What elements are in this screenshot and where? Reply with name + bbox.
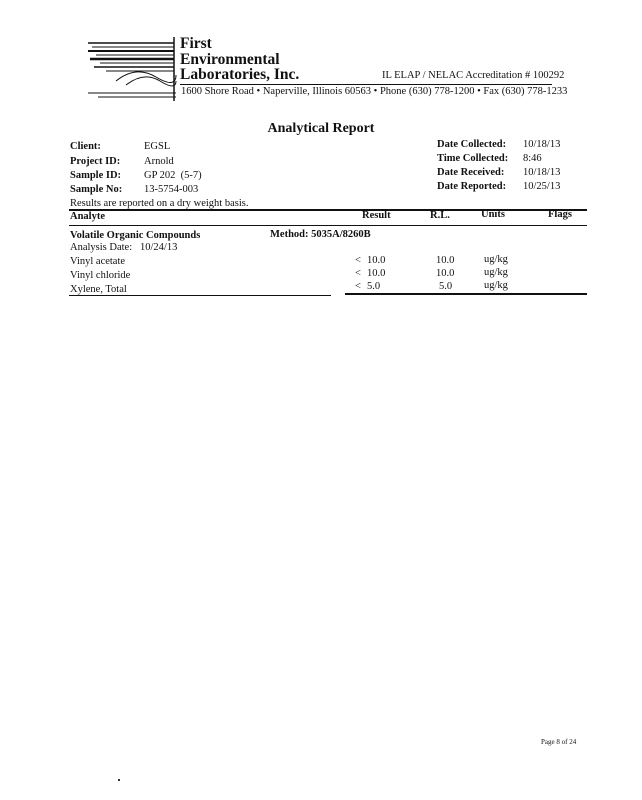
client-value: EGSL <box>144 141 171 152</box>
row-qualifier: < <box>355 281 361 292</box>
company-logo <box>86 37 178 101</box>
logo-graphic <box>86 37 178 101</box>
table-header-rule <box>69 225 587 226</box>
row-qualifier: < <box>355 255 361 266</box>
table-top-rule <box>69 209 587 211</box>
row-qualifier: < <box>355 268 361 279</box>
header-units: Units <box>481 209 505 220</box>
row-analyte: Xylene, Total <box>70 284 127 295</box>
header-result: Result <box>362 210 391 221</box>
company-name-line1: First <box>180 35 212 52</box>
company-name-line3: Laboratories, Inc. <box>180 66 300 83</box>
company-name <box>180 36 299 83</box>
time-collected-label: Time Collected: <box>437 153 509 164</box>
date-reported-label: Date Reported: <box>437 181 507 192</box>
date-received-label: Date Received: <box>437 167 505 178</box>
date-collected-label: Date Collected: <box>437 139 507 150</box>
row-rl: 5.0 <box>439 281 453 292</box>
table-bottom-rule-right <box>345 293 587 295</box>
sample-id-value: GP 202 (5-7) <box>144 170 202 181</box>
page-number: Page 8 of 24 <box>541 738 577 746</box>
date-received-value: 10/18/13 <box>523 167 561 178</box>
client-label: Client: <box>70 141 101 152</box>
company-name-line2: Environmental <box>180 50 280 68</box>
row-units: ug/kg <box>484 254 508 265</box>
basis-note: Results are reported on a dry weight basis. <box>70 198 249 209</box>
sample-no-label: Sample No: <box>70 184 123 195</box>
table-bottom-rule-left <box>69 295 331 296</box>
sample-no-value: 13-5754-003 <box>144 184 199 195</box>
row-units: ug/kg <box>484 280 508 291</box>
row-rl: 10.0 <box>436 268 455 279</box>
row-analyte: Vinyl chloride <box>70 270 131 281</box>
row-result: 5.0 <box>367 281 381 292</box>
project-value: Arnold <box>144 156 174 167</box>
accreditation: IL ELAP / NELAC Accreditation # 100292 <box>382 70 565 81</box>
header-analyte: Analyte <box>70 211 105 222</box>
row-rl: 10.0 <box>436 255 455 266</box>
header-divider <box>180 84 552 85</box>
header-flags: Flags <box>548 209 572 220</box>
row-result: 10.0 <box>367 255 386 266</box>
sample-id-label: Sample ID: <box>70 170 122 181</box>
analysis-method: Method: 5035A/8260B <box>270 229 371 240</box>
analyte-group: Volatile Organic Compounds <box>70 230 201 241</box>
date-reported-value: 10/25/13 <box>523 181 561 192</box>
project-label: Project ID: <box>70 156 121 167</box>
stray-mark <box>118 779 120 781</box>
report-title: Analytical Report <box>267 121 375 136</box>
analysis-date: Analysis Date: 10/24/13 <box>70 242 178 253</box>
header-rl: R.L. <box>430 210 450 221</box>
row-analyte: Vinyl acetate <box>70 256 126 267</box>
row-result: 10.0 <box>367 268 386 279</box>
row-units: ug/kg <box>484 267 508 278</box>
date-collected-value: 10/18/13 <box>523 139 561 150</box>
time-collected-value: 8:46 <box>523 153 542 164</box>
company-address: 1600 Shore Road • Naperville, Illinois 60563 • Phone (630) 778-1200 • Fax (630) 778-1233 <box>181 86 568 97</box>
